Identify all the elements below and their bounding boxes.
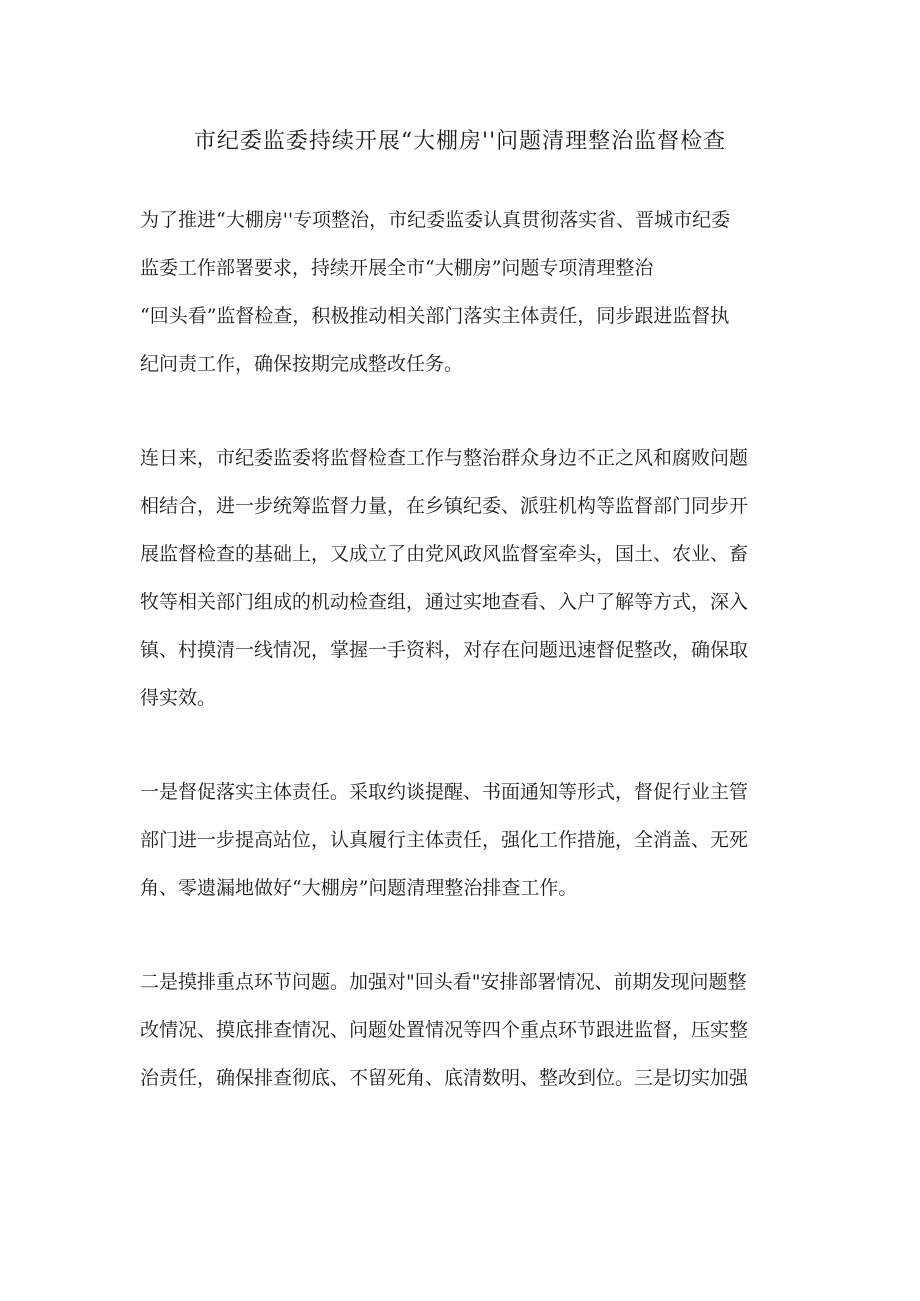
paragraph-line: 相结合，进一步统筹监督力量，在乡镇纪委、派驻机构等监督部门同步开 xyxy=(140,495,749,517)
paragraph-line: 展监督检查的基础上，又成立了由党风政风监督室牵头，国土、农业、畜 xyxy=(140,543,749,565)
document-title: 市纪委监委持续开展“大棚房''问题清理整治监督检查 xyxy=(193,129,727,154)
paragraph-3 xyxy=(140,768,790,912)
paragraph-line: 角、零遗漏地做好“大棚房”问题清理整治排查工作。 xyxy=(140,877,578,899)
paragraph-line: 牧等相关部门组成的机动检查组，通过实地查看、入户了解等方式，深入 xyxy=(140,591,749,613)
paragraph-line: 二是摸排重点环节问题。加强对"回头看"安排部署情况、前期发现问题整 xyxy=(140,971,747,993)
paragraph-line: 连日来，市纪委监委将监督检查工作与整治群众身边不正之风和腐败问题 xyxy=(140,447,749,469)
paragraph-line: 镇、村摸清一线情况，掌握一手资料，对存在问题迅速督促整改，确保取 xyxy=(140,639,749,661)
paragraph-4 xyxy=(140,958,790,1102)
paragraph-line: 部门进一步提高站位，认真履行主体责任，强化工作措施，全消盖、无死 xyxy=(140,829,749,851)
paragraph-line: 改情况、摸底排查情况、问题处置情况等四个重点环节跟进监督，压实整 xyxy=(140,1019,749,1041)
paragraph-line: 为了推进“大棚房''专项整治，市纪委监委认真贯彻落实省、晋城市纪委 xyxy=(140,209,731,231)
paragraph-line: 治责任，确保排查彻底、不留死角、底清数明、整改到位。三是切实加强 xyxy=(140,1067,749,1089)
paragraph-1 xyxy=(140,196,790,388)
paragraph-line: 纪问责工作，确保按期完成整改任务。 xyxy=(140,353,464,375)
paragraph-line: “回头看”监督检查，积极推动相关部门落实主体责任，同步跟进监督执 xyxy=(140,305,730,327)
paragraph-2 xyxy=(140,434,790,722)
paragraph-line: 监委工作部署要求，持续开展全市“大棚房”问题专项清理整治 xyxy=(140,257,654,279)
paragraph-line: 得实效。 xyxy=(140,687,217,709)
paragraph-line: 一是督促落实主体责任。采取约谈提醒、书面通知等形式，督促行业主管 xyxy=(140,781,749,803)
